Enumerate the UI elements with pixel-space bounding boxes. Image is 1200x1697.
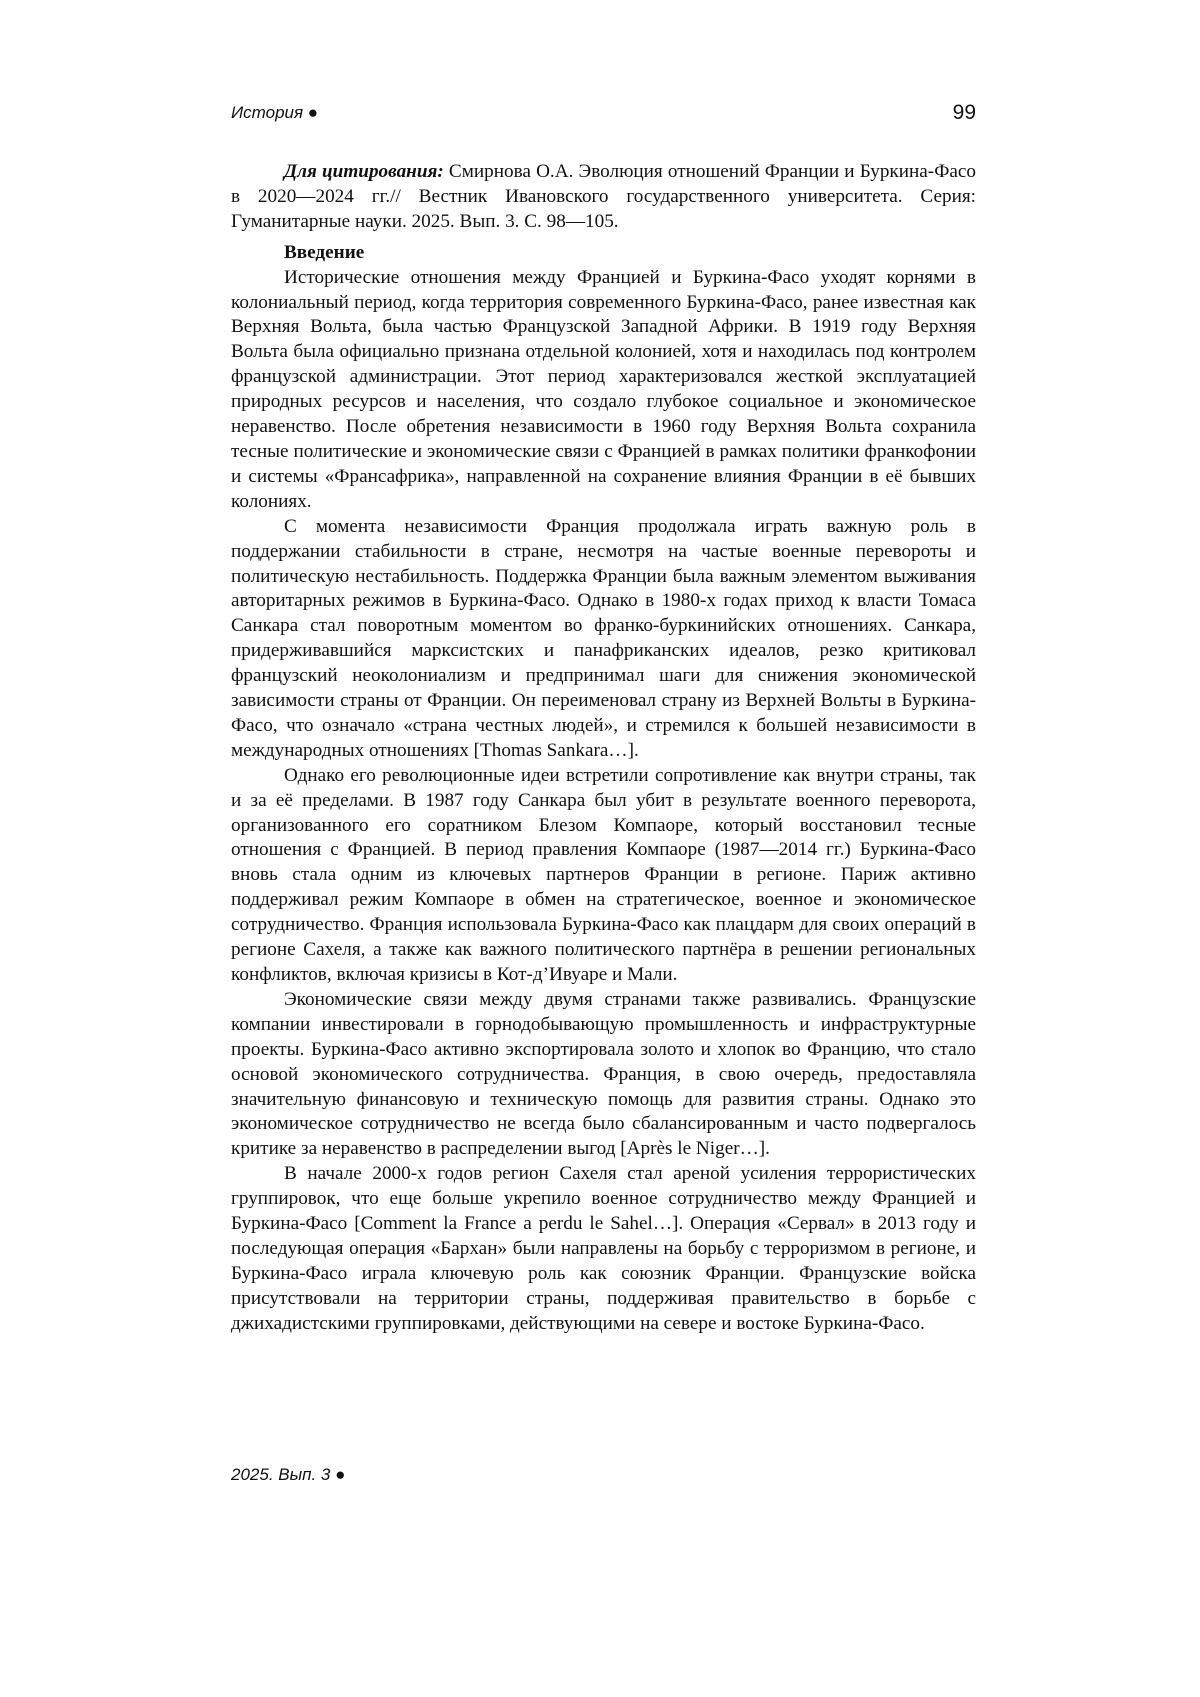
citation-text: Смирнова О.А. Эволюция отношений Франции и Буркина-Фасо в 2020—2024 гг.// Вестник Ивановского государственного университета. Серия: Гуманитарные науки. 2025. Вып. 3. С. 98—105. <box>231 161 976 232</box>
paragraph-3: Однако его революционные идеи встретили сопротивление как внутри страны, так и за её пределами. В 1987 году Санкара был убит в результате военного переворота, организованного его соратником Блезом Компаоре, который восстановил тесные отношения с Францией. В период правления Компаоре (1987—2014 гг.) Буркина-Фасо вновь стала одним из ключевых партнеров Франции в регионе. Париж активно поддерживал режим Компаоре в обмен на стратегическое, военное и экономическое сотрудничество. Франция использовала Буркина-Фасо как плацдарм для своих операций в регионе Сахеля, а также как важного политического партнёра в решении региональных конфликтов, включая кризисы в Кот-д’Ивуаре и Мали. <box>231 764 976 985</box>
page-number: 99 <box>952 101 976 124</box>
citation-block <box>231 160 976 235</box>
paragraph-5: В начале 2000-х годов регион Сахеля стал ареной усиления террористических группировок, что еще больше укрепило военное сотрудничество между Францией и Буркина-Фасо [Comment la France a perdu le Sahel…]. Операция «Сервал» в 2013 году и последующая операция «Бархан» были направлены на борьбу с терроризмом в регионе, и Буркина-Фасо играла ключевую роль как союзник Франции. Французские войска присутствовали на территории страны, поддерживая правительство в борьбе с джихадистскими группировками, действующими на севере и востоке Буркина-Фасо. <box>231 1163 976 1334</box>
section-heading: Введение <box>284 241 365 263</box>
running-footer: 2025. Вып. 3 ● <box>231 1465 346 1484</box>
paragraph-4: Экономические связи между двумя странами также развивались. Французские компании инвестировали в горнодобывающую промышленность и инфраструктурные проекты. Буркина-Фасо активно экспортировала золото и хлопок во Францию, что стало основой экономического сотрудничества. Франция, в свою очередь, предоставляла значительную финансовую и техническую помощь для развития страны. Однако это экономическое сотрудничество не всегда было сбалансированным и часто подвергалось критике за неравенство в распределении выгод [Après le Niger…]. <box>231 988 976 1160</box>
article-body <box>231 160 976 1337</box>
running-header <box>231 103 976 133</box>
header-section-title: История ● <box>231 103 319 122</box>
citation-label: Для цитирования: <box>284 161 444 182</box>
paragraph-1: Исторические отношения между Францией и Буркина-Фасо уходят корнями в колониальный период, когда территория современного Буркина-Фасо, ранее известная как Верхняя Вольта, была частью Французской Западной Африки. В 1919 году Верхняя Вольта была официально признана отдельной колонией, хотя и находилась под контролем французской администрации. Этот период характеризовался жесткой эксплуатацией природных ресурсов и населения, что создало глубокое социальное и экономическое неравенство. После обретения независимости в 1960 году Верхняя Вольта сохранила тесные политические и экономические связи с Францией в рамках политики франкофонии и системы «Франсафрика», направленной на сохранение влияния Франции в её бывших колониях. <box>231 266 976 512</box>
paragraph-2: С момента независимости Франция продолжала играть важную роль в поддержании стабильности в стране, несмотря на частые военные перевороты и политическую нестабильность. Поддержка Франции была важным элементом выживания авторитарных режимов в Буркина-Фасо. Однако в 1980-х годах приход к власти Томаса Санкара стал поворотным моментом во франко-буркинийских отношениях. Санкара, придерживавшийся марксистских и панафриканских идеалов, резко критиковал французский неоколониализм и предпринимал шаги для снижения экономической зависимости страны от Франции. Он переименовал страну из Верхней Вольты в Буркина-Фасо, что означало «страна честных людей», и стремился к большей независимости в международных отношениях [Thomas Sankara…]. <box>231 515 976 761</box>
